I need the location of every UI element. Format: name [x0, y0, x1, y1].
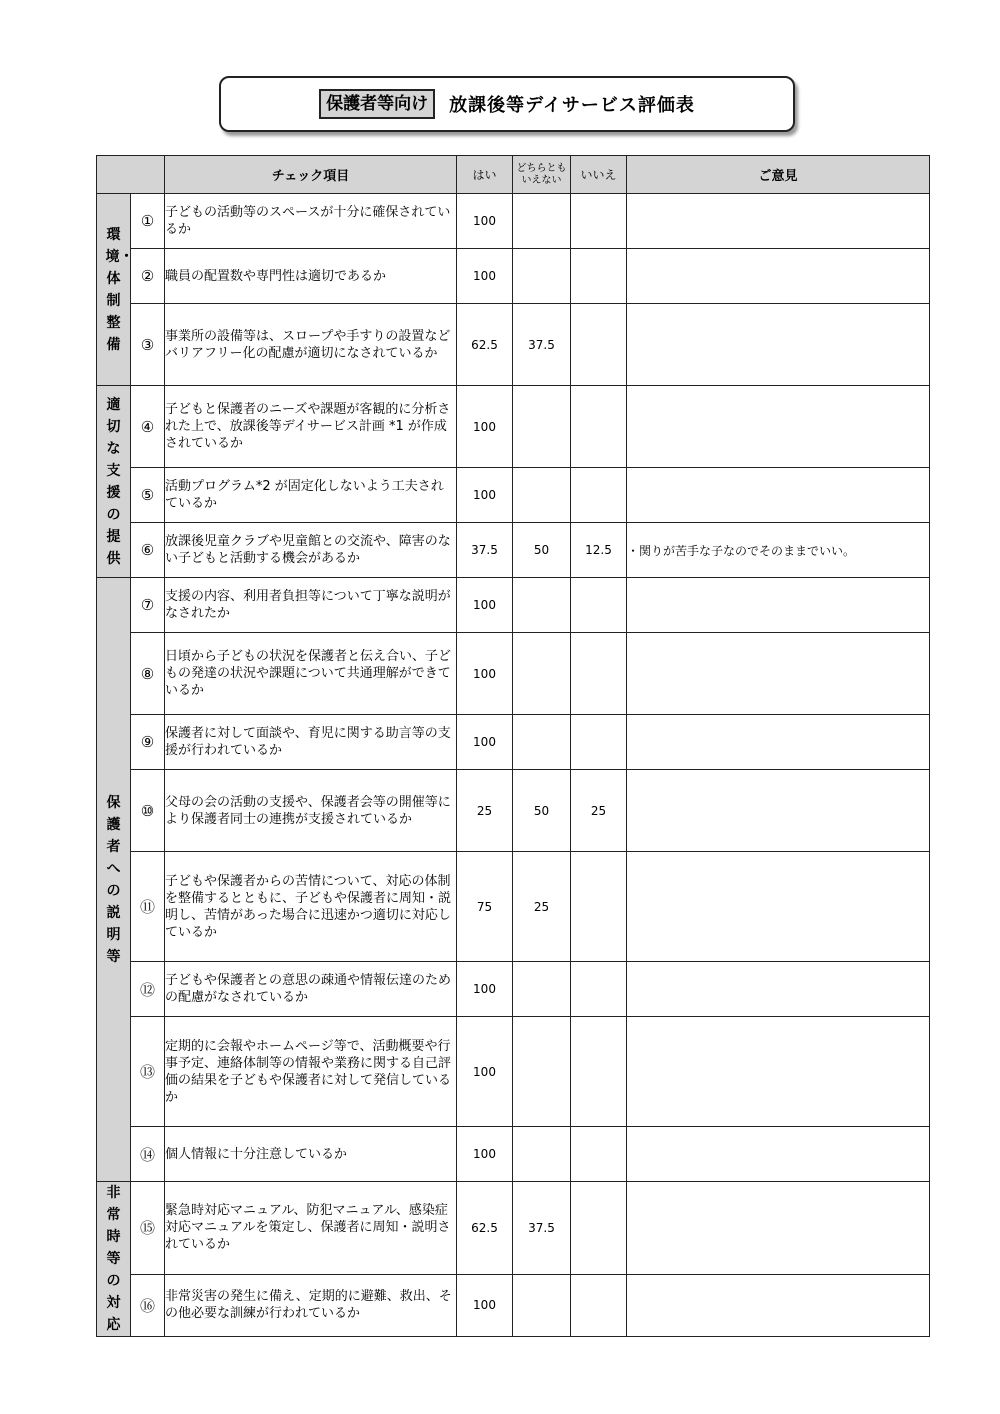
opinion-text — [627, 715, 930, 770]
table-row — [97, 249, 930, 304]
yes-value: 100 — [457, 633, 513, 715]
title-tag: 保護者等向け — [319, 89, 435, 119]
neither-value — [513, 1127, 571, 1182]
check-item-text: 放課後児童クラブや児童館との交流や、障害のない子どもと活動する機会があるか — [165, 523, 457, 578]
yes-value: 100 — [457, 194, 513, 249]
no-value: 25 — [571, 770, 627, 852]
check-item-text: 緊急時対応マニュアル、防犯マニュアル、感染症対応マニュアルを策定し、保護者に周知・説明されているか — [165, 1182, 457, 1275]
opinion-text — [627, 249, 930, 304]
header-neither: どちらとも いえない — [513, 156, 571, 194]
yes-value: 100 — [457, 962, 513, 1017]
header-row — [97, 156, 930, 194]
check-item-text: 子どもや保護者との意思の疎通や情報伝達のための配慮がなされているか — [165, 962, 457, 1017]
category-emergency: 非常時等の対応 — [97, 1182, 131, 1337]
row-number: ⑯ — [131, 1274, 165, 1336]
yes-value: 100 — [457, 1127, 513, 1182]
opinion-text — [627, 852, 930, 962]
no-value — [571, 386, 627, 468]
neither-value — [513, 468, 571, 523]
table-row — [97, 468, 930, 523]
header-blank — [97, 156, 165, 194]
check-item-text: 支援の内容、利用者負担等について丁寧な説明がなされたか — [165, 578, 457, 633]
no-value — [571, 304, 627, 386]
opinion-text — [627, 194, 930, 249]
no-value: 12.5 — [571, 523, 627, 578]
table-row — [97, 633, 930, 715]
neither-value: 50 — [513, 523, 571, 578]
table-row — [97, 1274, 930, 1336]
opinion-text — [627, 468, 930, 523]
row-number: ⑪ — [131, 852, 165, 962]
row-number: ⑩ — [131, 770, 165, 852]
neither-value — [513, 578, 571, 633]
yes-value: 100 — [457, 1274, 513, 1336]
no-value — [571, 578, 627, 633]
yes-value: 62.5 — [457, 1182, 513, 1275]
category-explanation: 保護者への説明等 — [97, 578, 131, 1182]
row-number: ③ — [131, 304, 165, 386]
table-row — [97, 1127, 930, 1182]
opinion-text — [627, 304, 930, 386]
neither-value: 50 — [513, 770, 571, 852]
check-item-text: 職員の配置数や専門性は適切であるか — [165, 249, 457, 304]
row-number: ⑬ — [131, 1017, 165, 1127]
opinion-text — [627, 1127, 930, 1182]
check-item-text: 定期的に会報やホームページ等で、活動概要や行事予定、連絡体制等の情報や業務に関する自己評価の結果を子どもや保護者に対して発信しているか — [165, 1017, 457, 1127]
opinion-text — [627, 770, 930, 852]
no-value — [571, 1274, 627, 1336]
neither-value — [513, 962, 571, 1017]
opinion-text — [627, 1274, 930, 1336]
no-value — [571, 468, 627, 523]
check-item-text: 非常災害の発生に備え、定期的に避難、救出、その他必要な訓練が行われているか — [165, 1274, 457, 1336]
opinion-text — [627, 1182, 930, 1275]
row-number: ⑮ — [131, 1182, 165, 1275]
yes-value: 100 — [457, 249, 513, 304]
evaluation-table — [96, 155, 930, 1337]
title-box — [219, 76, 795, 132]
yes-value: 100 — [457, 715, 513, 770]
table-row — [97, 386, 930, 468]
yes-value: 37.5 — [457, 523, 513, 578]
header-item: チェック項目 — [165, 156, 457, 194]
no-value — [571, 852, 627, 962]
yes-value: 25 — [457, 770, 513, 852]
no-value — [571, 1182, 627, 1275]
row-number: ④ — [131, 386, 165, 468]
opinion-text — [627, 386, 930, 468]
table-row — [97, 715, 930, 770]
opinion-text — [627, 1017, 930, 1127]
table-row — [97, 962, 930, 1017]
no-value — [571, 962, 627, 1017]
neither-value: 37.5 — [513, 1182, 571, 1275]
opinion-text: ・関りが苦手な子なのでそのままでいい。 — [627, 523, 930, 578]
row-number: ⑭ — [131, 1127, 165, 1182]
no-value — [571, 194, 627, 249]
check-item-text: 子どもと保護者のニーズや課題が客観的に分析された上で、放課後等デイサービス計画 *1 が作成されているか — [165, 386, 457, 468]
no-value — [571, 1017, 627, 1127]
no-value — [571, 249, 627, 304]
yes-value: 62.5 — [457, 304, 513, 386]
neither-value — [513, 194, 571, 249]
yes-value: 100 — [457, 386, 513, 468]
yes-value: 100 — [457, 1017, 513, 1127]
opinion-text — [627, 578, 930, 633]
neither-value — [513, 633, 571, 715]
neither-value: 25 — [513, 852, 571, 962]
opinion-text — [627, 633, 930, 715]
table-row — [97, 523, 930, 578]
row-number: ⑦ — [131, 578, 165, 633]
category-support: 適切な支援の提供 — [97, 386, 131, 578]
no-value — [571, 1127, 627, 1182]
neither-value — [513, 249, 571, 304]
table-row — [97, 770, 930, 852]
no-value — [571, 633, 627, 715]
check-item-text: 子どもの活動等のスペースが十分に確保されているか — [165, 194, 457, 249]
header-no: いいえ — [571, 156, 627, 194]
header-opinion: ご意見 — [627, 156, 930, 194]
neither-value — [513, 386, 571, 468]
table-row — [97, 304, 930, 386]
row-number: ⑥ — [131, 523, 165, 578]
header-yes: はい — [457, 156, 513, 194]
table-row — [97, 194, 930, 249]
yes-value: 100 — [457, 578, 513, 633]
check-item-text: 事業所の設備等は、スロープや手すりの設置などバリアフリー化の配慮が適切になされているか — [165, 304, 457, 386]
check-item-text: 活動プログラム*2 が固定化しないよう工夫されているか — [165, 468, 457, 523]
table-row — [97, 578, 930, 633]
row-number: ⑨ — [131, 715, 165, 770]
table-row — [97, 852, 930, 962]
category-environment: 環境・体制整備 — [97, 194, 131, 386]
row-number: ⑤ — [131, 468, 165, 523]
opinion-text — [627, 962, 930, 1017]
table-row — [97, 1182, 930, 1275]
page-title: 放課後等デイサービス評価表 — [449, 95, 695, 116]
neither-value: 37.5 — [513, 304, 571, 386]
row-number: ⑫ — [131, 962, 165, 1017]
neither-value — [513, 1017, 571, 1127]
row-number: ② — [131, 249, 165, 304]
yes-value: 100 — [457, 468, 513, 523]
table-row — [97, 1017, 930, 1127]
neither-value — [513, 1274, 571, 1336]
check-item-text: 保護者に対して面談や、育児に関する助言等の支援が行われているか — [165, 715, 457, 770]
no-value — [571, 715, 627, 770]
check-item-text: 個人情報に十分注意しているか — [165, 1127, 457, 1182]
check-item-text: 父母の会の活動の支援や、保護者会等の開催等により保護者同士の連携が支援されているか — [165, 770, 457, 852]
row-number: ⑧ — [131, 633, 165, 715]
check-item-text: 日頃から子どもの状況を保護者と伝え合い、子どもの発達の状況や課題について共通理解ができているか — [165, 633, 457, 715]
check-item-text: 子どもや保護者からの苦情について、対応の体制を整備するとともに、子どもや保護者に周知・説明し、苦情があった場合に迅速かつ適切に対応しているか — [165, 852, 457, 962]
neither-value — [513, 715, 571, 770]
yes-value: 75 — [457, 852, 513, 962]
row-number: ① — [131, 194, 165, 249]
